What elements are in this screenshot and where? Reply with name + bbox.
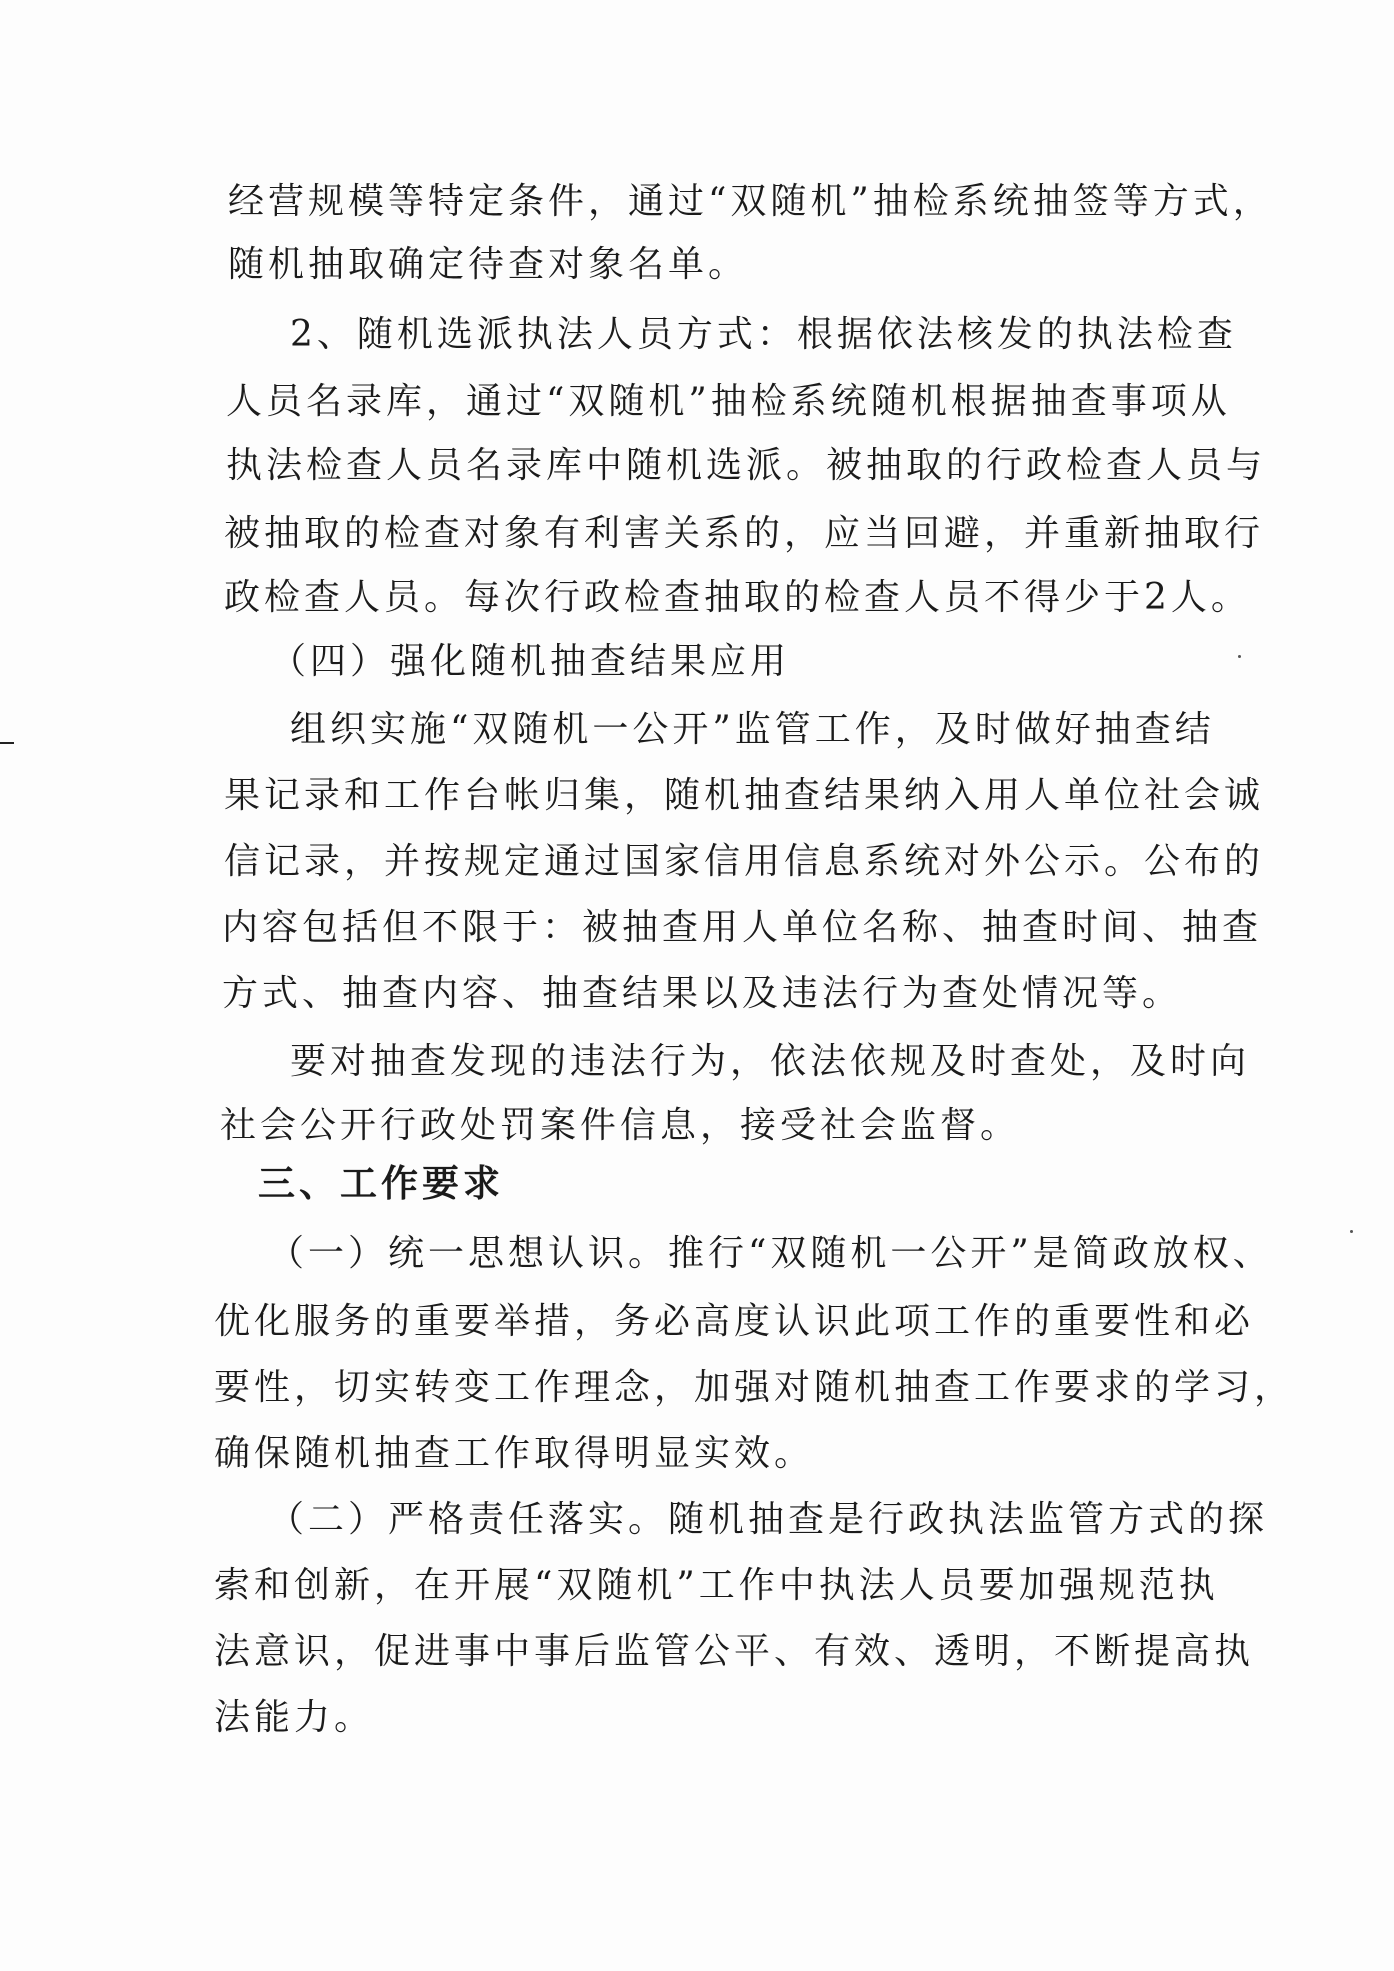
body-line: 果记录和工作台帐归集，随机抽查结果纳入用人单位社会诚 bbox=[224, 775, 1265, 816]
scan-speck bbox=[1350, 1230, 1353, 1233]
body-line: 内容包括但不限于：被抽查用人单位名称、抽查时间、抽查 bbox=[222, 907, 1263, 948]
body-line: 索和创新，在开展“双随机”工作中执法人员要加强规范执 bbox=[214, 1565, 1219, 1606]
scan-speck bbox=[1238, 655, 1241, 658]
body-line: 信记录，并按规定通过国家信用信息系统对外公示。公布的 bbox=[224, 841, 1265, 882]
body-line: （二）严格责任落实。随机抽查是行政执法监管方式的探 bbox=[268, 1499, 1269, 1540]
body-line: 随机抽取确定待查对象名单。 bbox=[228, 244, 749, 285]
body-line: 法意识，促进事中事后监管公平、有效、透明，不断提高执 bbox=[214, 1631, 1255, 1672]
body-line: 被抽取的检查对象有利害关系的，应当回避，并重新抽取行 bbox=[224, 513, 1265, 554]
body-line: 人员名录库，通过“双随机”抽检系统随机根据抽查事项从 bbox=[226, 381, 1231, 422]
body-line: 执法检查人员名录库中随机选派。被抽取的行政检查人员与 bbox=[226, 445, 1267, 486]
body-line: （一）统一思想认识。推行“双随机一公开”是简政放权、 bbox=[268, 1233, 1273, 1274]
body-line: 经营规模等特定条件，通过“双随机”抽检系统抽签等方式， bbox=[228, 181, 1273, 222]
body-line: 政检查人员。每次行政检查抽取的检查人员不得少于2人。 bbox=[224, 577, 1251, 618]
binding-mark bbox=[0, 742, 14, 744]
body-line: 2、随机选派执法人员方式：根据依法核发的执法检查 bbox=[290, 314, 1237, 355]
body-line: 要性，切实转变工作理念，加强对随机抽查工作要求的学习， bbox=[214, 1367, 1295, 1408]
body-line: 要对抽查发现的违法行为，依法依规及时查处，及时向 bbox=[290, 1041, 1251, 1082]
body-line: 法能力。 bbox=[214, 1697, 375, 1738]
body-line: 组织实施“双随机一公开”监管工作，及时做好抽查结 bbox=[290, 709, 1215, 750]
body-line: 社会公开行政处罚案件信息，接受社会监督。 bbox=[220, 1105, 1021, 1146]
section-heading: 三、工作要求 bbox=[258, 1162, 504, 1205]
body-line: 优化服务的重要举措，务必高度认识此项工作的重要性和必 bbox=[214, 1301, 1255, 1342]
body-line: 确保随机抽查工作取得明显实效。 bbox=[214, 1433, 815, 1474]
section-subheading: （四）强化随机抽查结果应用 bbox=[270, 641, 791, 682]
body-line: 方式、抽查内容、抽查结果以及违法行为查处情况等。 bbox=[222, 973, 1183, 1014]
